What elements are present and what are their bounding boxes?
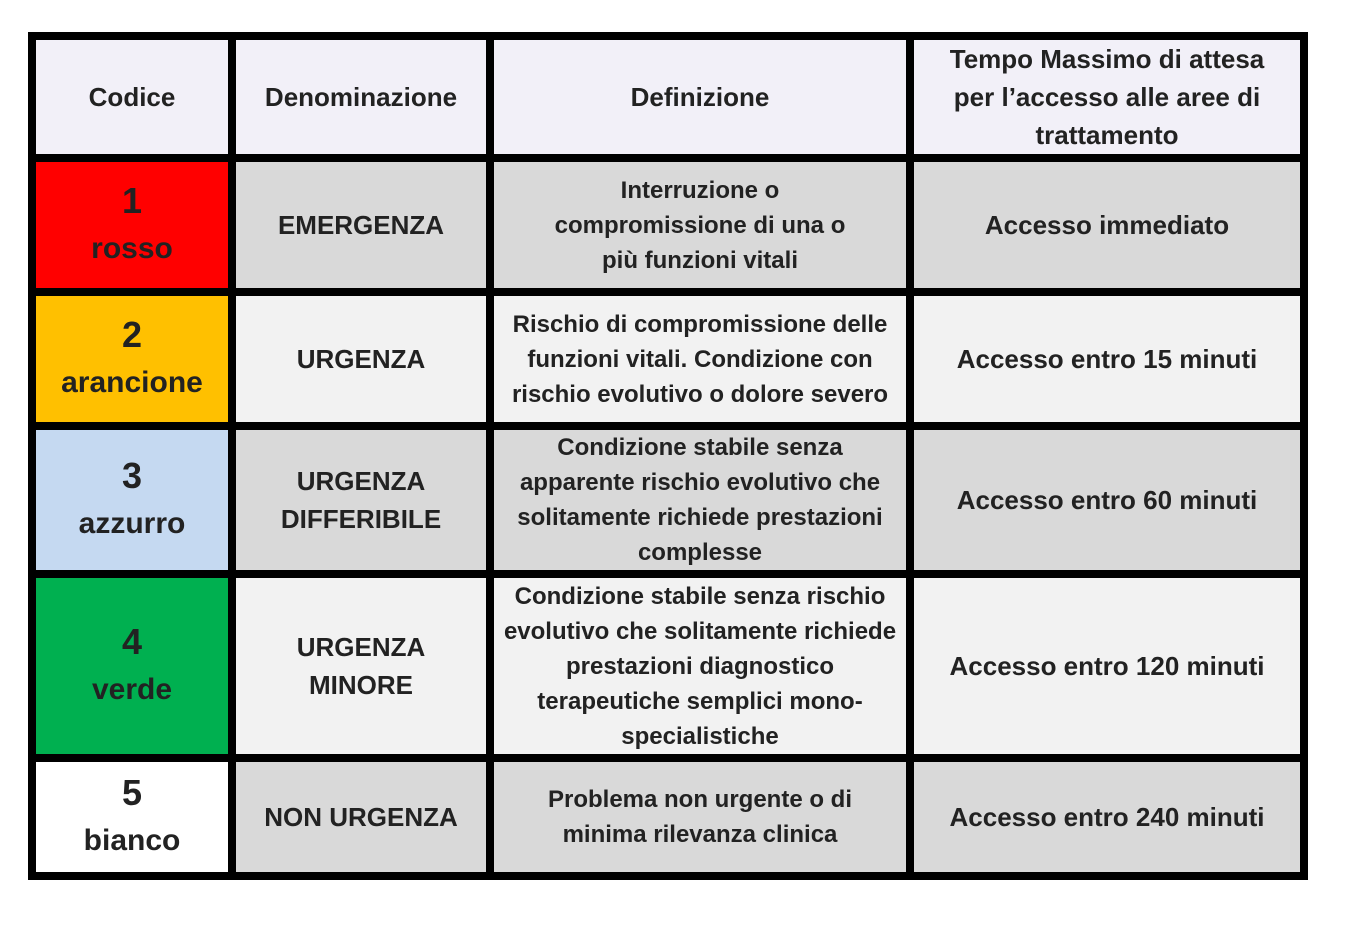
tempo-cell: Accesso immediato — [910, 158, 1304, 292]
code-color-name: arancione — [61, 366, 203, 399]
code-cell-arancione — [32, 292, 232, 426]
header-tempo: Tempo Massimo di attesa per l’accesso alle aree di trattamento — [910, 36, 1304, 158]
table-row — [32, 426, 1304, 574]
tempo-cell: Accesso entro 240 minuti — [910, 758, 1304, 876]
denominazione-cell: NON URGENZA — [232, 758, 490, 876]
header-definizione: Definizione — [490, 36, 910, 158]
code-cell-azzurro — [32, 426, 232, 574]
definizione-cell: Rischio di compromissione delle funzioni vitali. Condizione con rischio evolutivo o dolore severo — [490, 292, 910, 426]
definizione-cell: Problema non urgente o di minima rilevanza clinica — [490, 758, 910, 876]
denominazione-cell: URGENZA DIFFERIBILE — [232, 426, 490, 574]
code-color-name: rosso — [91, 232, 173, 265]
table-row — [32, 758, 1304, 876]
code-number: 1 — [121, 180, 143, 221]
code-number: 5 — [121, 772, 143, 813]
code-number: 3 — [121, 455, 143, 496]
code-cell-verde — [32, 574, 232, 758]
triage-table — [28, 32, 1308, 880]
table-row — [32, 574, 1304, 758]
definizione-cell: Condizione stabile senza rischio evolutivo che solitamente richiede prestazioni diagnostico terapeutiche semplici mono-specialistiche — [490, 574, 910, 758]
code-cell-rosso — [32, 158, 232, 292]
header-denominazione: Denominazione — [232, 36, 490, 158]
code-color-name: bianco — [83, 824, 181, 857]
tempo-cell: Accesso entro 15 minuti — [910, 292, 1304, 426]
code-number: 2 — [121, 314, 143, 355]
code-number: 4 — [121, 621, 143, 662]
header-codice: Codice — [32, 36, 232, 158]
table-row — [32, 292, 1304, 426]
table-row — [32, 158, 1304, 292]
header-row — [32, 36, 1304, 158]
denominazione-cell: EMERGENZA — [232, 158, 490, 292]
denominazione-cell: URGENZA MINORE — [232, 574, 490, 758]
code-color-name: verde — [91, 673, 173, 706]
tempo-cell: Accesso entro 120 minuti — [910, 574, 1304, 758]
denominazione-cell: URGENZA — [232, 292, 490, 426]
tempo-cell: Accesso entro 60 minuti — [910, 426, 1304, 574]
definizione-cell: Condizione stabile senza apparente rischio evolutivo che solitamente richiede prestazioni complesse — [490, 426, 910, 574]
code-color-name: azzurro — [78, 507, 186, 540]
definizione-cell: Interruzione o compromissione di una o più funzioni vitali — [490, 158, 910, 292]
code-cell-bianco — [32, 758, 232, 876]
